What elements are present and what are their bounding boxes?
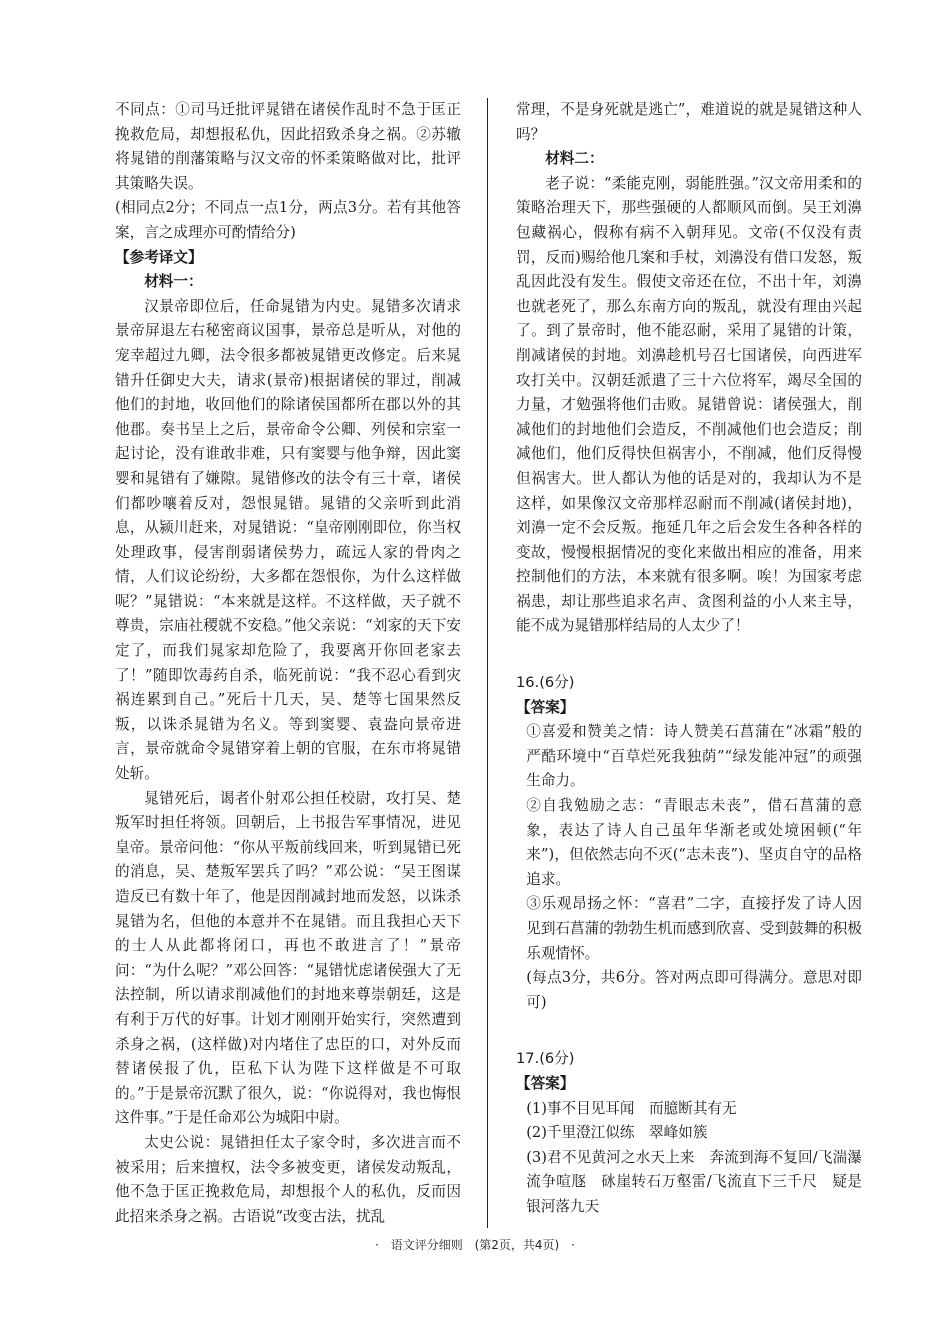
material-two-heading: 材料二：: [545, 150, 604, 168]
q16-point-2: ②自我勉励之志：“青眼志未丧”，借石菖蒲的意象，表达了诗人自己虽年华渐老或处境困顿(“年来”)，但依然志向不灭(“志未丧”)、坚贞自守的品格追求。: [526, 797, 862, 888]
scoring-note: (相同点2分；不同点一点1分，两点3分。若有其他答案，言之成理亦可酌情给分): [115, 199, 461, 241]
reference-translation-heading: 【参考译文】: [115, 248, 203, 266]
right-column: [516, 98, 862, 1220]
translation-paragraph-2: 晁错死后，谒者仆射邓公担任校尉，攻打吴、楚叛军时担任将领。回朝后，上书报告军事情况，进见皇帝。景帝问他：“你从平叛前线回来，听到晁错已死的消息，吴、楚叛军罢兵了吗？”邓公说：“吴王图谋造反已有数十年了，他是因削减封地而发怒，以诛杀晁错为名，但他的本意并不在晁错。而且我担心天下的士人从此都将闭口，再也不敢进言了！”景帝问：“为什么呢？”邓公回答：“晁错忧虑诸侯强大了无法控制，所以请求削减他们的封地来尊崇朝廷，这是有利于万代的好事。计划才刚刚开始实行，突然遭到杀身之祸，(这样做)对内堵住了忠臣的口，对外反而替诸侯报了仇，臣私下认为陛下这样做是不可取的。”于是景帝沉默了很久，说：“你说得对，我也悔恨这件事。”于是任命邓公为城阳中尉。: [115, 789, 461, 1127]
answer-diff-points: 不同点：①司马迁批评晁错在诸侯作乱时不急于匡正挽救危局，却想报私仇，因此招致杀身之祸。②苏辙将晁错的削藩策略与汉文帝的怀柔策略做对比，批评其策略失误。: [115, 101, 461, 192]
q16-point-3: ③乐观昂扬之怀：“喜君”二字，直接抒发了诗人因见到石菖蒲的勃勃生机而感到欣喜、受到鼓舞的积极乐观情怀。: [526, 895, 862, 962]
q17-line-3: (3)君不见黄河之水天上来 奔流到海不复回/飞湍瀑流争喧豗 砯崖转石万壑雷/飞流直下三千尺 疑是银河落九天: [526, 1148, 862, 1215]
question-17-number: 17.(6分): [516, 1050, 575, 1068]
q16-point-1: ①喜爱和赞美之情：诗人赞美石菖蒲在“冰霜”般的严酷环境中“百草烂死我独荫”“绿发能冲冠”的顽强生命力。: [526, 723, 862, 790]
question-17-answer-label: 【答案】: [516, 1074, 575, 1092]
column-divider: [487, 98, 488, 1228]
q17-line-2: (2)千里澄江似练 翠峰如簇: [526, 1124, 708, 1142]
translation-paragraph-4: 老子说：“柔能克刚，弱能胜强。”汉文帝用柔和的策略治理天下，那些强硬的人都顺风而倒。吴王刘濞包藏祸心，假称有病不入朝拜见。文帝(不仅没有责罚，反而)赐给他几案和手杖，刘濞没有借口发怒，叛乱因此没有发生。假使文帝还在位，不出十年，刘濞也就老死了，那么东南方向的叛乱，就没有理由兴起了。到了景帝时，他不能忍耐，采用了晁错的计策，削减诸侯的封地。刘濞趁机号召七国诸侯，向西进军攻打关中。汉朝廷派遣了三十六位将军，竭尽全国的力量，才勉强将他们击败。晁错曾说：诸侯强大，削减他们的封地他们会造反，不削减他们也会造反；削减他们，他们反得快但祸害小，不削减，他们反得慢但祸害大。世人都认为他的话是对的，我却认为不是这样，如果像汉文帝那样忍耐而不削减(诸侯封地)，刘濞一定不会反叛。拖延几年之后会发生各种各样的变故，慢慢根据情况的变化来做出相应的准备，用来控制他们的方法，本来就有很多啊。唉！为国家考虑祸患，却让那些追求名声、贪图利益的小人来主导，能不成为晁错那样结局的人太少了！: [516, 174, 862, 635]
q16-scoring-note: (每点3分，共6分。答对两点即可得满分。意思对即可): [526, 969, 862, 1011]
q17-line-1: (1)事不目见耳闻 而臆断其有无: [526, 1099, 737, 1117]
page-footer: [0, 1236, 950, 1253]
footer-page-number: (第2页，共4页): [474, 1238, 560, 1252]
question-16-number: 16.(6分): [516, 674, 575, 692]
translation-paragraph-3-continued: 常理，不是身死就是逃亡”，难道说的就是晁错这种人吗？: [516, 101, 862, 143]
translation-paragraph-3: 太史公说：晁错担任太子家令时，多次进言而不被采用；后来擅权，法令多被变更，诸侯发动叛乱，他不急于匡正挽救危局，却想报个人的私仇，反而因此招来杀身之祸。古语说“改变古法，扰乱: [115, 1133, 461, 1225]
question-17-answer: [516, 1097, 862, 1220]
footer-bullet-right: ·: [571, 1238, 575, 1252]
question-16-answer-label: 【答案】: [516, 698, 575, 716]
translation-paragraph-1: 汉景帝即位后，任命晁错为内史。晁错多次请求景帝屏退左右秘密商议国事，景帝总是听从，对他的宠幸超过九卿，法令很多都被晁错更改修定。后来晁错升任御史大夫，请求(景帝)根据诸侯的罪过，削减他们的封地，收回他们的除诸侯国都所在郡以外的其他郡。奏书呈上之后，景帝命令公卿、列侯和宗室一起讨论，没有谁敢非难，只有窦婴与他争辩，因此窦婴和晁错有了嫌隙。晁错修改的法令有三十章，诸侯们都吵嚷着反对，怨恨晁错。晁错的父亲听到此消息，从颍川赶来，对晁错说：“皇帝刚刚即位，你当权处理政事，侵害削弱诸侯势力，疏远人家的骨肉之情，人们议论纷纷，大多都在怨恨你，为什么这样做呢？”晁错说：“本来就是这样。不这样做，天子就不尊贵，宗庙社稷就不安稳。”他父亲说：“刘家的天下安定了，而我们晁家却危险了，我要离开你回老家去了！”随即饮毒药自杀，临死前说：“我不忍心看到灾祸连累到自己。”死后十几天，吴、楚等七国果然反叛，以诛杀晁错为名义。等到窦婴、袁盎向景帝进言，景帝就命令晁错穿着上朝的官服，在东市将晁错处斩。: [115, 297, 461, 783]
footer-bullet-left: ·: [375, 1238, 379, 1252]
material-one-heading: 材料一：: [144, 273, 203, 291]
question-16-answer: [516, 720, 862, 1015]
left-column: [115, 98, 461, 1229]
footer-subject: 语文评分细则: [390, 1238, 463, 1252]
